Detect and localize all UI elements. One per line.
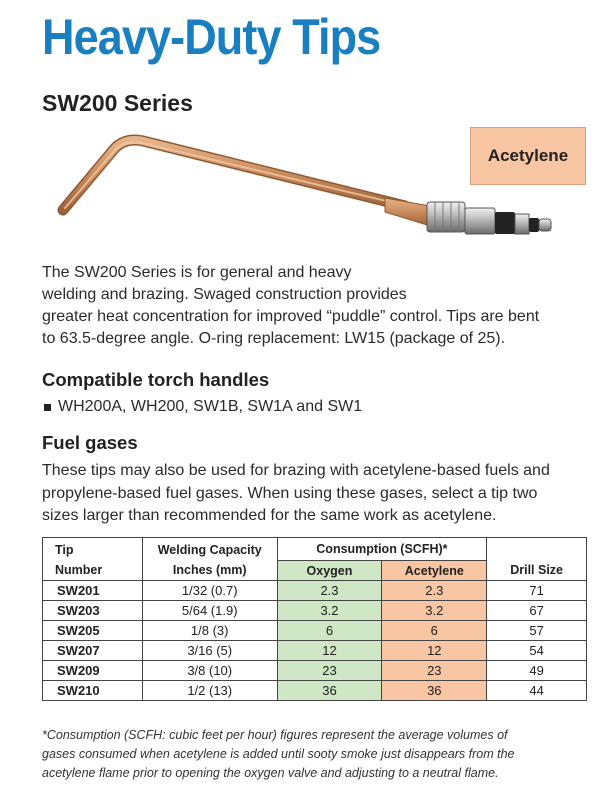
fuel-line: propylene-based fuel gases. When using these gases, select a tip two	[42, 484, 538, 502]
fuel-gases-heading: Fuel gases	[42, 432, 138, 453]
oxygen-cell: 6	[277, 621, 382, 641]
header-tip-number: Tip Number	[43, 538, 143, 581]
compatible-item-text: WH200A, WH200, SW1B, SW1A and SW1	[58, 398, 363, 415]
page-title: Heavy-Duty Tips	[42, 9, 381, 65]
fuel-line: sizes larger than recommended for the same work as acetylene.	[42, 507, 497, 524]
description-line: The SW200 Series is for general and heavy	[42, 264, 352, 281]
drill-size-cell: 71	[487, 581, 587, 601]
capacity-cell: 5/64 (1.9)	[142, 601, 277, 621]
drill-size-cell: 49	[487, 661, 587, 681]
header-acetylene: Acetylene	[382, 561, 487, 581]
drill-size-cell: 44	[487, 681, 587, 701]
drill-size-cell: 67	[487, 601, 587, 621]
acetylene-cell: 2.3	[382, 581, 487, 601]
capacity-cell: 1/2 (13)	[142, 681, 277, 701]
oxygen-cell: 23	[277, 661, 382, 681]
tip-number-cell: SW205	[43, 621, 143, 641]
table-row	[43, 621, 587, 641]
drill-size-cell: 57	[487, 621, 587, 641]
description-line: welding and brazing. Swaged construction provides	[42, 286, 407, 303]
tip-number-cell: SW201	[43, 581, 143, 601]
fuel-gases-text	[42, 460, 587, 528]
bullet-square-icon	[44, 404, 51, 411]
acetylene-cell: 3.2	[382, 601, 487, 621]
header-welding-capacity: Welding Capacity Inches (mm)	[142, 538, 277, 581]
consumption-footnote	[42, 726, 594, 783]
description-line: greater heat concentration for improved “puddle” control. Tips are bent	[42, 308, 540, 325]
table-row	[43, 661, 587, 681]
oxygen-cell: 36	[277, 681, 382, 701]
oxygen-cell: 3.2	[277, 601, 382, 621]
acetylene-cell: 23	[382, 661, 487, 681]
oxygen-cell: 2.3	[277, 581, 382, 601]
tip-number-cell: SW209	[43, 661, 143, 681]
header-oxygen: Oxygen	[277, 561, 382, 581]
series-description	[42, 262, 562, 350]
table-row	[43, 601, 587, 621]
drill-size-cell: 54	[487, 641, 587, 661]
tips-table	[42, 537, 587, 701]
table-row	[43, 581, 587, 601]
oxygen-cell: 12	[277, 641, 382, 661]
fuel-line: These tips may also be used for brazing with acetylene-based fuels and	[42, 462, 550, 479]
compatible-heading: Compatible torch handles	[42, 369, 270, 390]
tip-number-cell: SW210	[43, 681, 143, 701]
series-subtitle: SW200 Series	[42, 90, 193, 116]
header-consumption: Consumption (SCFH)*	[277, 538, 487, 561]
footnote-line: *Consumption (SCFH: cubic feet per hour) figures represent the average volumes of	[42, 728, 508, 742]
capacity-cell: 1/8 (3)	[142, 621, 277, 641]
table-row	[43, 681, 587, 701]
acetylene-badge: Acetylene	[470, 127, 586, 185]
capacity-cell: 1/32 (0.7)	[142, 581, 277, 601]
description-line: to 63.5-degree angle. O-ring replacement: LW15 (package of 25).	[42, 330, 506, 347]
footnote-line: acetylene flame prior to opening the oxygen valve and adjusting to a neutral flame.	[42, 766, 499, 780]
acetylene-cell: 36	[382, 681, 487, 701]
acetylene-cell: 12	[382, 641, 487, 661]
tip-number-cell: SW203	[43, 601, 143, 621]
tip-number-cell: SW207	[43, 641, 143, 661]
header-drill-size: Drill Size	[487, 538, 587, 581]
footnote-line: gases consumed when acetylene is added until sooty smoke just disappears from the	[42, 747, 515, 761]
capacity-cell: 3/8 (10)	[142, 661, 277, 681]
compatible-list-item	[42, 398, 362, 416]
table-row	[43, 641, 587, 661]
acetylene-cell: 6	[382, 621, 487, 641]
capacity-cell: 3/16 (5)	[142, 641, 277, 661]
